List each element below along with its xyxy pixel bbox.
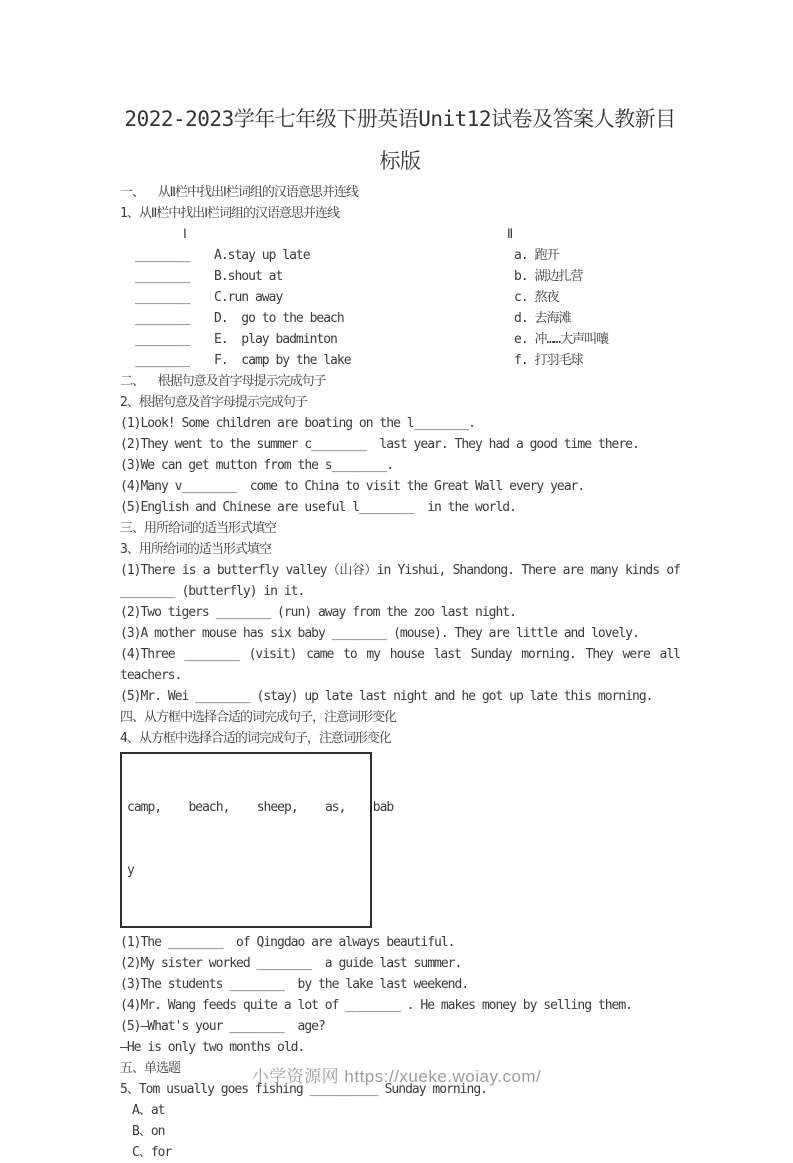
- match-column-right-header: Ⅱ: [506, 227, 513, 242]
- match-row: [135, 308, 680, 329]
- section3-subheading: 3、用所给词的适当形式填空: [120, 542, 271, 557]
- title-line-1: 2022-2023学年七年级下册英语Unit12试卷及答案人教新目: [124, 107, 676, 131]
- mc-option-a: A、at: [132, 1103, 165, 1118]
- match-left-item: D. go to the beach: [214, 311, 344, 326]
- choose-word-item: (2)My sister worked ________ a guide last summer.: [120, 956, 462, 971]
- answer-blank: ________: [135, 353, 190, 368]
- word-box: [120, 752, 394, 928]
- title-line-2: 标版: [379, 149, 421, 173]
- match-left-item: F. camp by the lake: [214, 353, 351, 368]
- match-right-item: e. 冲……大声叫嚷: [514, 332, 609, 347]
- section2-subheading: 2、根据句意及首字母提示完成句子: [120, 395, 307, 410]
- word-box-line: camp, beach, sheep, as, bab: [127, 800, 394, 815]
- section3-heading: 三、用所给词的适当形式填空: [120, 521, 277, 536]
- word-form-item: (5)Mr. Wei ________ (stay) up late last night and he got up late this morning.: [120, 689, 653, 704]
- match-left-item: A.stay up late: [214, 248, 310, 263]
- section5-heading: 五、单选题: [120, 1061, 181, 1076]
- match-row: [135, 287, 680, 308]
- choose-word-item: (5)—What's your ________ age?: [120, 1019, 325, 1034]
- answer-blank: ________: [135, 311, 190, 326]
- match-column-left-header: Ⅰ: [183, 227, 186, 242]
- match-left-item: B.shout at: [214, 269, 283, 284]
- match-right-item: c. 熬夜: [514, 290, 559, 305]
- mc-question: 5、Tom usually goes fishing __________ Sunday morning.: [120, 1082, 487, 1097]
- page-title: [120, 98, 680, 182]
- fill-blank-item: (3)We can get mutton from the s________.: [120, 458, 394, 473]
- choose-word-item: (4)Mr. Wang feeds quite a lot of ________ . He makes money by selling them.: [120, 998, 632, 1013]
- match-right-item: a. 跑开: [514, 248, 559, 263]
- match-right-item: f. 打羽毛球: [514, 353, 583, 368]
- mc-option-b: B、on: [132, 1124, 165, 1139]
- choose-word-item: (3)The students ________ by the lake last weekend.: [120, 977, 469, 992]
- fill-blank-item: (2)They went to the summer c________ last year. They had a good time there.: [120, 437, 639, 452]
- match-left-item: C.run away: [214, 290, 283, 305]
- choose-word-item: —He is only two months old.: [120, 1040, 305, 1055]
- answer-blank: ________: [135, 248, 190, 263]
- choose-word-item: (1)The ________ of Qingdao are always beautiful.: [120, 935, 455, 950]
- fill-blank-item: (1)Look! Some children are boating on the l________.: [120, 416, 475, 431]
- word-form-item: (4)Three ________ (visit) came to my house last Sunday morning. They were all teachers.: [120, 647, 687, 683]
- section1-subheading: 1、从Ⅱ栏中找出Ⅰ栏词组的汉语意思并连线: [120, 206, 340, 221]
- section4-heading: 四、从方框中选择合适的词完成句子，注意词形变化: [120, 710, 397, 725]
- fill-blank-item: (4)Many v________ come to China to visit the Great Wall every year.: [120, 479, 585, 494]
- match-row: [135, 245, 680, 266]
- match-left-item: E. play badminton: [214, 332, 337, 347]
- section4-subheading: 4、从方框中选择合适的词完成句子，注意词形变化: [120, 731, 391, 746]
- document-content: [120, 98, 687, 1163]
- word-box-line: y: [127, 863, 134, 878]
- section1-heading: 一、 从Ⅱ栏中找出Ⅰ栏词组的汉语意思并连线: [120, 185, 358, 200]
- match-row: [135, 266, 680, 287]
- match-right-item: d. 去海滩: [514, 311, 571, 326]
- word-form-item: (1)There is a butterfly valley（山谷）in Yishui, Shandong. There are many kinds of ________ (butterfly) in it.: [120, 563, 687, 599]
- section2-heading: 二、 根据句意及首字母提示完成句子: [120, 374, 326, 389]
- match-right-item: b. 湖边扎营: [514, 269, 583, 284]
- word-form-item: (3)A mother mouse has six baby ________ (mouse). They are little and lovely.: [120, 626, 639, 641]
- answer-blank: ________: [135, 332, 190, 347]
- match-columns-header: [120, 224, 680, 245]
- site-footer: 小学资源网 https://xueke.woiay.com/: [251, 1067, 542, 1086]
- mc-option-c: C、for: [132, 1145, 172, 1160]
- word-form-item: (2)Two tigers ________ (run) away from the zoo last night.: [120, 605, 516, 620]
- fill-blank-item: (5)English and Chinese are useful l________ in the world.: [120, 500, 516, 515]
- match-row: [135, 350, 680, 371]
- answer-blank: ________: [135, 269, 190, 284]
- answer-blank: ________: [135, 290, 190, 305]
- match-row: [135, 329, 680, 350]
